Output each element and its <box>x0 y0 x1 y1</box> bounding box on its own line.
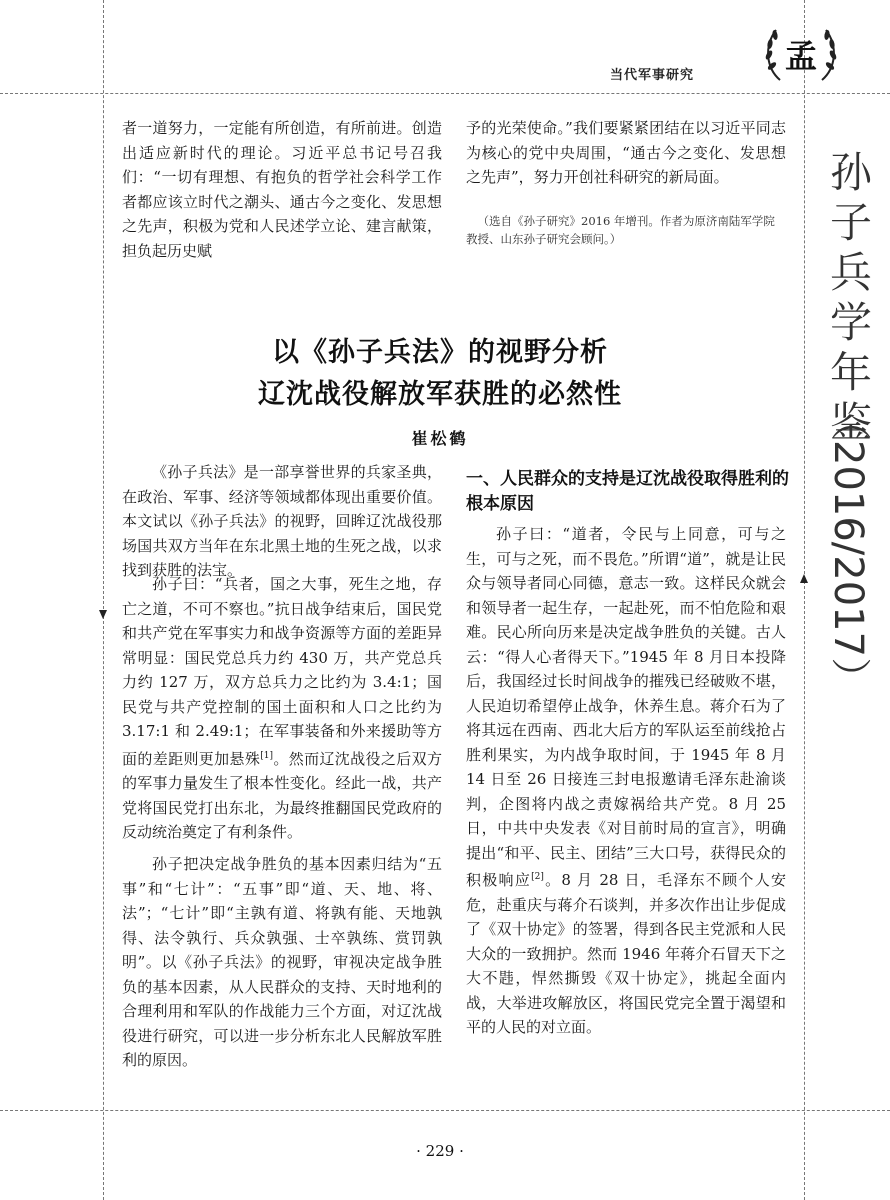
left-marker-icon <box>99 610 107 619</box>
right-guide-line <box>804 0 805 1200</box>
svg-text:孟: 孟 <box>784 37 818 75</box>
running-title: 当代军事研究 <box>610 68 695 83</box>
left-paragraph-2 <box>122 572 442 845</box>
prev-article-left-text: 者一道努力，一定能有所创造，有所前进。创造出适应新时代的理论。习近平总书记号召我们：“一切有理想、有抱负的哲学社会科学工作者都应该立时代之潮头、通古今之变化、发思想之先声，积极为党和人民述学立论、建言献策，担负起历史赋 <box>122 119 442 260</box>
article-title-line-2: 辽沈战役解放军获胜的必然性 <box>258 379 622 410</box>
right-paragraph-1 <box>466 522 786 1040</box>
left-guide-line <box>103 0 104 1200</box>
side-year: （2016/2017） <box>825 400 871 698</box>
right-paragraph-1-text-b: 。8 月 28 日，毛泽东不顾个人安危，赴重庆与蒋介石谈判，并多次作出让步促成了《双十协定》的签署，得到各民主党派和人民大众的一致拥护。然而 1946 年蒋介石冒天下之大不韪，悍然撕毁《双十协定》，挑起全面内战，大举进攻解放区，将国民党完全置于渴望和平的人民的对立面。 <box>466 871 786 1036</box>
article-title-line-1: 以《孙子兵法》的视野分析 <box>272 337 608 368</box>
prev-article-right-text: 予的光荣使命。”我们要紧紧团结在以习近平同志为核心的党中央周围，“通古今之变化、发思想之先声”，努力开创社科研究的新局面。 <box>466 119 786 186</box>
citation-ref-2: [2] <box>531 872 544 882</box>
left-paragraph-1: 《孙子兵法》是一部享誉世界的兵家圣典，在政治、军事、经济等领域都体现出重要价值。本文试以《孙子兵法》的视野，回眸辽沈战役那场国共双方当年在东北黑土地的生死之战，以求找到获胜的法宝。 <box>122 463 442 579</box>
left-paragraph-2-text-b: 。然而辽沈战役之后双方的军事力量发生了根本性变化。经此一战，共产党将国民党打出东北，为最终推翻国民党政府的反动统治奠定了有利条件。 <box>122 749 442 841</box>
author-name: 崔松鹤 <box>411 429 469 448</box>
left-paragraph-3: 孙子把决定战争胜负的基本因素归结为“五事”和“七计”：“五事”即“道、天、地、将、法”；“七计”即“主孰有道、将孰有能、天地孰得、法令孰行、兵众孰强、士卒孰练、赏罚孰明”。以《孙子兵法》的视野，审视决定战争胜负的基本因素，从人民群众的支持、天时地利的合理利用和军队的作战能力三个方面，对辽沈战役进行研究，可以进一步分析东北人民解放军胜利的原因。 <box>122 855 442 1069</box>
page-number: · 229 · <box>416 1142 464 1160</box>
top-guide-line <box>0 93 890 94</box>
left-paragraph-2-text-a: 孙子曰：“兵者，国之大事，死生之地，存亡之道，不可不察也。”抗日战争结束后，国民党和共产党在军事实力和战争资源等方面的差距异常明显：国民党总兵力约 430 万，共产党总兵力约 127 万，双方总兵力之比约为 3.4:1；国民党与共产党控制的国土面积和人口之比约为 3.17:1 和 2.49:1；在军事装备和外来援助等方面的差距则更加悬殊 <box>122 575 442 768</box>
right-paragraph-1-text-a: 孙子曰：“道者，令民与上同意，可与之生，可与之死，而不畏危。”所谓“道”，就是让民众与领导者同心同德，意志一致。这样民众就会和领导者一起生存，一起赴死，而不怕危险和艰难。民心所向历来是决定战争胜负的关键。古人云：“得人心者得天下。”1945 年 8 月日本投降后，我国经过长时间战争的摧残已经破败不堪，人民迫切希望停止战争，休养生息。蒋介石为了将其远在西南、西北大后方的军队运至前线抢占胜利果实，为内战争取时间，于 1945 年 8 月 14 日至 26 日接连三封电报邀请毛泽东赴渝谈判，企图将内战之责嫁祸给共产党。8 月 25 日，中共中央发表《对目前时局的宣言》，明确提出“和平、民主、团结”三大口号，获得民众的积极响应 <box>466 525 786 889</box>
side-title: 孙子兵学年鉴 <box>824 150 873 450</box>
source-note: （选自《孙子研究》2016 年增刊。作者为原济南陆军学院教授、山东孙子研究会顾问。） <box>466 214 775 246</box>
sunzi-laurel-logo-icon <box>760 22 842 88</box>
right-marker-icon <box>800 574 808 583</box>
bottom-guide-line <box>0 1110 890 1111</box>
citation-ref-1: [1] <box>260 750 273 761</box>
section-heading: 一、人民群众的支持是辽沈战役取得胜利的根本原因 <box>466 469 789 514</box>
